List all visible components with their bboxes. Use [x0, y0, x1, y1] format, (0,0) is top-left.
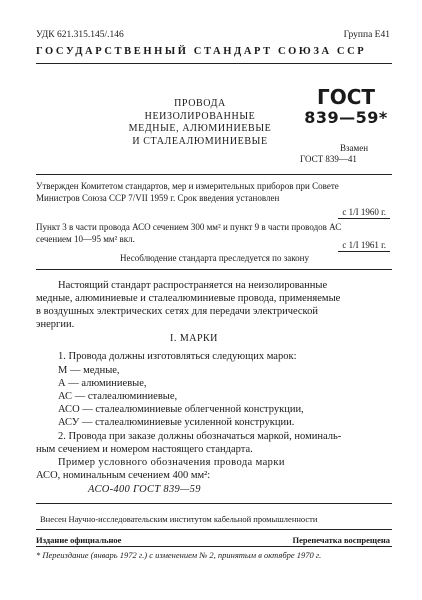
standard-title: ГОСУДАРСТВЕННЫЙ СТАНДАРТ СОЮЗА ССР: [36, 46, 367, 57]
mark-item: М — медные,: [58, 365, 120, 376]
title-line: МЕДНЫЕ, АЛЮМИНИЕВЫЕ: [128, 123, 272, 134]
mark-item: АС — сталеалюминиевые,: [58, 391, 178, 402]
reprint-forbidden-label: Перепечатка воспрещена: [292, 535, 390, 545]
udk-code: УДК 621.315.145/.146: [36, 30, 124, 40]
gost-label: ГОСТ: [316, 85, 376, 109]
legal-notice: Несоблюдение стандарта преследуется по закону: [120, 253, 309, 263]
intro-line: энергии.: [36, 319, 75, 330]
gost-number: 839—59*: [304, 108, 388, 127]
effective-date-2: с 1/I 1961 г.: [338, 240, 390, 252]
reprint-note: * Переиздание (январь 1972 г.) с изменением № 2, принятым в октябре 1970 г.: [36, 550, 322, 560]
document-title: [120, 98, 280, 148]
replaces-value: ГОСТ 839—41: [300, 154, 357, 164]
mark-item: А — алюминиевые,: [58, 378, 147, 389]
paragraph-2-line: 2. Провода при заказе должны обозначаться маркой, номиналь-: [58, 431, 342, 442]
paragraph-1: 1. Провода должны изготовляться следующих марок:: [58, 351, 297, 362]
imprint-rule-top: [36, 503, 392, 504]
approval-line: Министров Союза ССР 7/VII 1959 г. Срок введения установлен: [36, 193, 280, 203]
title-line: И СТАЛЕАЛЮМИНИЕВЫЕ: [132, 135, 268, 147]
replaces-label: Взамен: [340, 143, 369, 153]
clause-line: Пункт 3 в части провода АСО сечением 300 мм² и пункт 9 в части проводов АС: [36, 222, 342, 232]
intro-line: Настоящий стандарт распространяется на неизолированные: [58, 280, 328, 291]
title-line: ПРОВОДА: [174, 98, 226, 109]
example-formula: АСО-400 ГОСТ 839—59: [88, 484, 201, 495]
effective-date-1: с 1/I 1960 г.: [338, 207, 390, 219]
imprint-note: Внесен Научно-исследовательским институтом кабельной промышленности: [40, 514, 318, 524]
header-rule: [36, 63, 392, 64]
mark-item: АСО — сталеалюминиевые облегченной конструкции,: [58, 404, 304, 415]
intro-line: медные, алюминиевые и сталеалюминиевые провода, применяемые: [36, 293, 341, 304]
title-line: НЕИЗОЛИРОВАННЫЕ: [144, 110, 256, 122]
mark-item: АСУ — сталеалюминиевые усиленной конструкции.: [58, 417, 295, 428]
approval-line: Утвержден Комитетом стандартов, мер и измерительных приборов при Совете: [36, 181, 339, 191]
example-line: АСО, номинальным сечением 400 мм²:: [36, 470, 211, 481]
edition-label: Издание официальное: [36, 535, 122, 545]
approval-rule-top: [36, 174, 392, 175]
footer-rule: [36, 546, 392, 547]
section-heading: I. МАРКИ: [170, 333, 218, 344]
example-line: Пример условного обозначения провода марки: [58, 457, 285, 468]
group-code: Группа Е41: [343, 30, 390, 40]
approval-rule-bottom: [36, 269, 392, 270]
intro-line: в воздушных электрических сетях для передачи электрической: [36, 306, 318, 317]
clause-line: сечением 10—95 мм² вкл.: [36, 234, 135, 244]
paragraph-2-line: ным сечением и номером настоящего стандарта.: [36, 444, 253, 455]
imprint-rule-bottom: [36, 529, 392, 530]
